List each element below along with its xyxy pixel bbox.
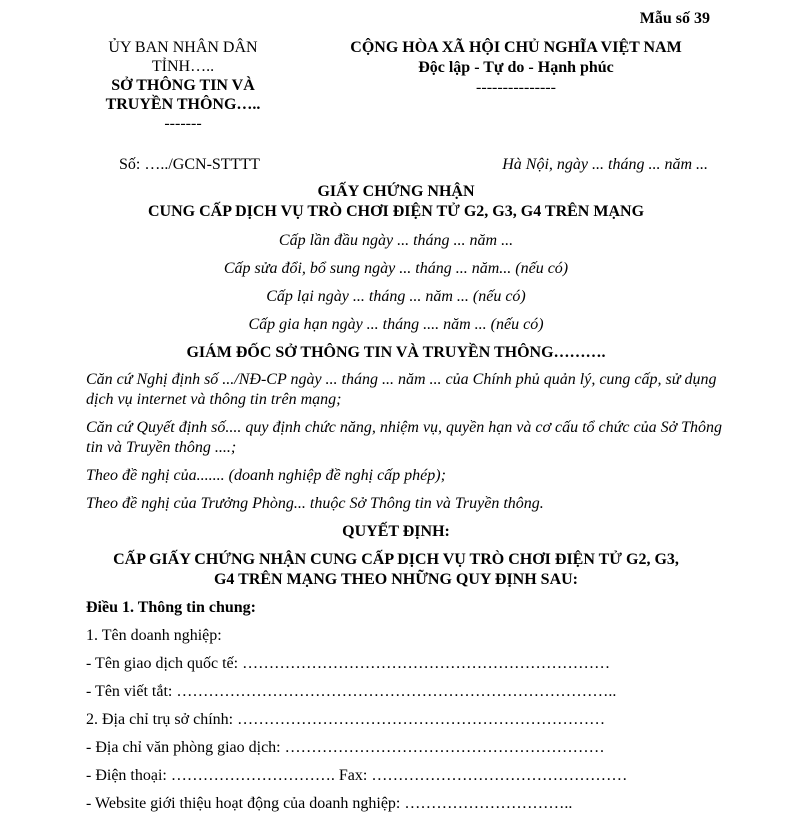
decision-heading: QUYẾT ĐỊNH: [342,523,450,540]
form-number: Mẫu số 39 [639,10,710,27]
decision-title-line-1: CẤP GIẤY CHỨNG NHẬN CUNG CẤP DỊCH VỤ TRÒ CHƠI ĐIỆN TỬ G2, G3, [113,551,679,568]
field-international-name: - Tên giao dịch quốc tế: …………………………………………………………… [86,655,611,672]
field-phone-fax: - Điện thoại: …………………………. Fax: ………………………………………… [86,767,628,784]
legal-basis-decree: Căn cứ Nghị định số .../NĐ-CP ngày ... tháng ... năm ... của Chính phủ quản lý, cung cấp, sử dụng dịch vụ internet và thông tin trên mạng; [86,371,717,408]
authority-line-4: TRUYỀN THÔNG….. [105,96,261,113]
issue-line-reissued: Cấp lại ngày ... tháng ... năm ... (nếu có) [266,288,526,305]
field-website: - Website giới thiệu hoạt động của doanh nghiệp: ………………………….. [86,795,573,812]
decision-title-line-2: G4 TRÊN MẠNG THEO NHỮNG QUY ĐỊNH SAU: [213,571,579,588]
issue-line-amended: Cấp sửa đổi, bổ sung ngày ... tháng ... năm... (nếu có) [223,260,569,277]
field-abbreviation: - Tên viết tắt: ……………………………………………………………………….. [86,683,617,700]
field-office-address: - Địa chỉ văn phòng giao dịch: …………………………………………………… [86,739,605,756]
proposal-by-enterprise: Theo đề nghị của....... (doanh nghiệp đề nghị cấp phép); [86,467,446,484]
authority-line-1: ỦY BAN NHÂN DÂN [108,39,258,56]
authority-line-2: TỈNH….. [151,58,215,75]
proposal-by-department: Theo đề nghị của Trưởng Phòng... thuộc Sở Thông tin và Truyền thông. [86,495,544,512]
field-enterprise-name: 1. Tên doanh nghiệp: [86,627,222,644]
national-name: CỘNG HÒA XÃ HỘI CHỦ NGHĨA VIỆT NAM [350,39,682,56]
issue-line-extended: Cấp gia hạn ngày ... tháng .... năm ... (nếu có) [248,316,544,333]
authority-divider: ------- [164,115,202,132]
authority-line-3: SỞ THÔNG TIN VÀ [111,77,255,94]
certificate-title-line-1: GIẤY CHỨNG NHẬN [317,183,475,200]
national-header [340,38,692,98]
national-divider: --------------- [476,79,556,96]
document-number: Số: …../GCN-STTTT [119,156,260,173]
authority-title: GIÁM ĐỐC SỞ THÔNG TIN VÀ TRUYỀN THÔNG………. [186,344,606,361]
issuing-authority-header [88,38,278,133]
article-1-heading: Điều 1. Thông tin chung: [86,599,256,616]
national-motto: Độc lập - Tự do - Hạnh phúc [418,59,614,76]
issue-line-first: Cấp lần đầu ngày ... tháng ... năm ... [278,232,514,249]
field-head-office-address: 2. Địa chỉ trụ sở chính: …………………………………………………………… [86,711,606,728]
legal-basis-decision: Căn cứ Quyết định số.... quy định chức năng, nhiệm vụ, quyền hạn và cơ cấu tổ chức của Sở Thông tin và Truyền thông ....; [86,419,723,456]
place-and-date: Hà Nội, ngày ... tháng ... năm ... [502,156,708,173]
certificate-title-line-2: CUNG CẤP DỊCH VỤ TRÒ CHƠI ĐIỆN TỬ G2, G3, G4 TRÊN MẠNG [147,203,645,220]
